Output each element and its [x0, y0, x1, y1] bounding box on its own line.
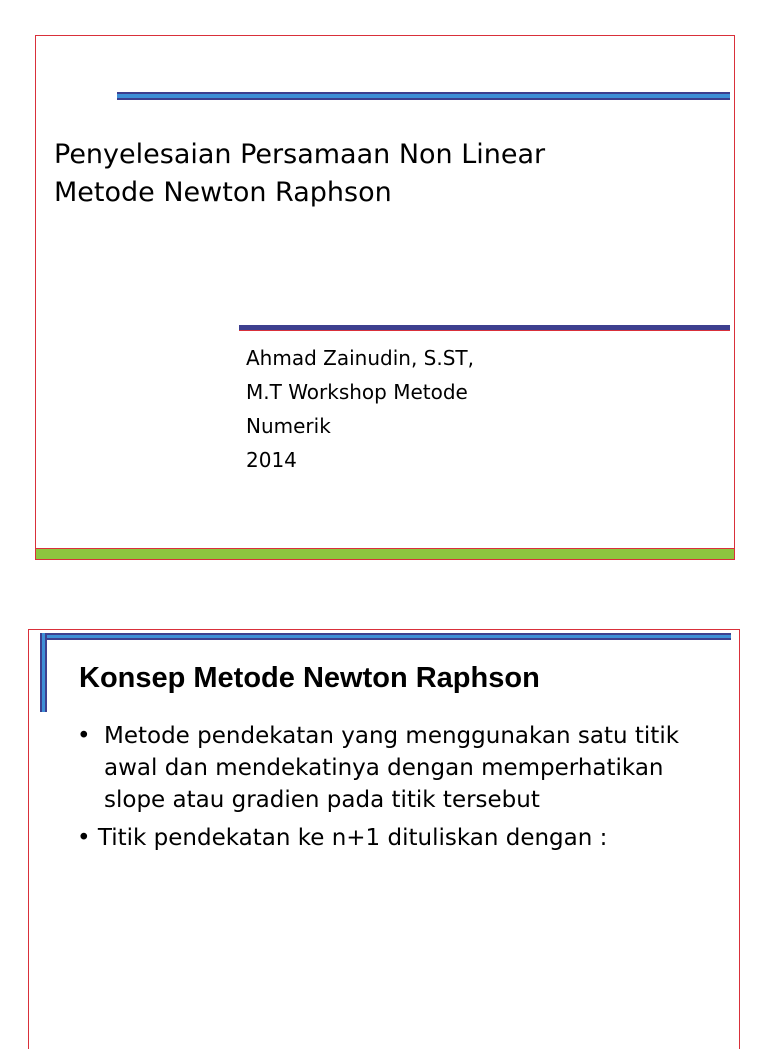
bullet-item [77, 822, 717, 854]
slide-1-subtitle [246, 341, 546, 477]
title-line-1: Penyelesaian Persamaan Non Linear [54, 139, 546, 170]
slide-1 [35, 35, 735, 560]
bullet-text: Metode pendekatan yang menggunakan satu titik awal dan mendekatinya dengan memperhatikan slope atau gradien pada titik tersebut [104, 723, 680, 813]
bullet-list [77, 720, 717, 860]
bullet-item [77, 720, 717, 816]
title-line-2: Metode Newton Raphson [54, 177, 392, 208]
subtitle-line: Numerik [246, 414, 331, 438]
bottom-accent-bar [36, 548, 734, 559]
top-accent-bar [42, 633, 731, 640]
top-accent-bar [117, 92, 730, 100]
left-accent-bar [40, 633, 47, 712]
subtitle-line: M.T Workshop Metode [246, 380, 468, 404]
bullet-icon: • [77, 723, 91, 749]
subtitle-line: Ahmad Zainudin, S.ST, [246, 346, 474, 370]
subtitle-line: 2014 [246, 448, 297, 472]
slide-2-title: Konsep Metode Newton Raphson [79, 662, 540, 694]
divider-bar [239, 325, 730, 331]
slide-1-title [54, 136, 714, 212]
slide-2 [28, 629, 740, 1049]
bullet-text: • Titik pendekatan ke n+1 dituliskan dengan : [77, 825, 608, 851]
